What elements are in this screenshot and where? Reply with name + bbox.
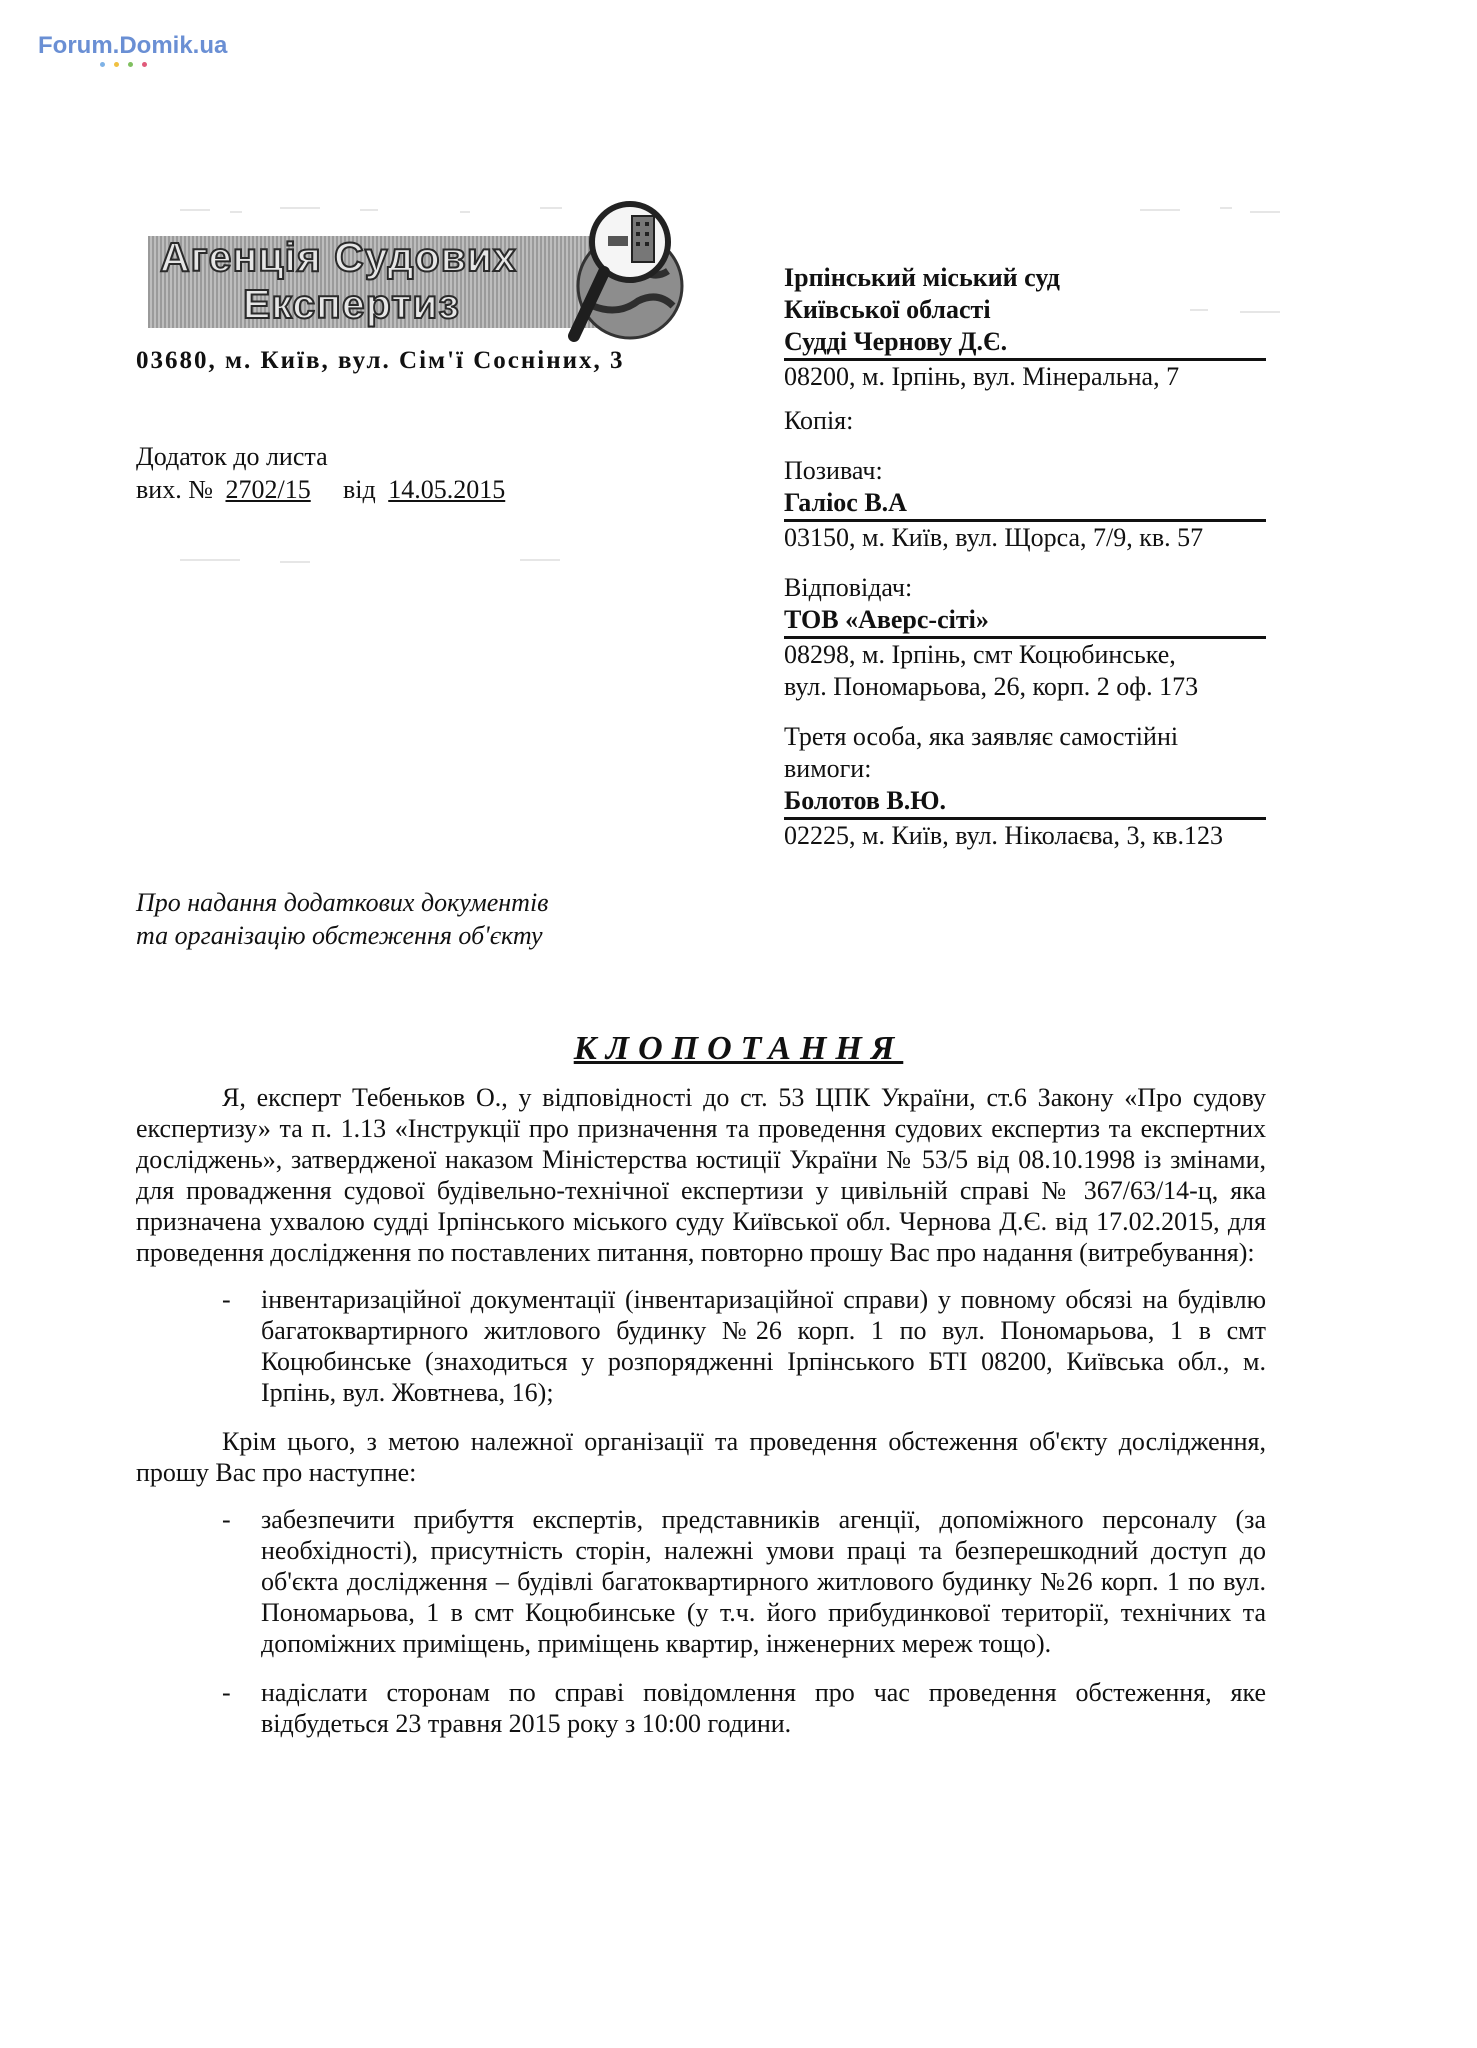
sender-address: 03680, м. Київ, вул. Сім'ї Сосніних, 3 <box>136 347 625 374</box>
recipient-block <box>784 262 1266 852</box>
watermark-dot <box>114 62 119 67</box>
watermark-dots <box>100 62 227 67</box>
list-item <box>136 1284 1266 1408</box>
request-list-2 <box>136 1504 1266 1739</box>
court-address: 08200, м. Ірпінь, вул. Мінеральна, 7 <box>784 362 1180 391</box>
list-dash: - <box>222 1285 231 1314</box>
defendant-address-2: вул. Пономарьова, 26, корп. 2 оф. 173 <box>784 672 1199 701</box>
subject-block <box>136 886 548 952</box>
court-name: Ірпінський міський суд <box>784 263 1060 292</box>
third-party-address: 02225, м. Київ, вул. Ніколаєва, 3, кв.123 <box>784 821 1223 850</box>
list-item <box>136 1677 1266 1739</box>
body-paragraph-2: Крім цього, з метою належної організації та проведення обстеження об'єкту дослідження, прошу Вас про наступне: <box>136 1427 1266 1487</box>
subject-line-1: Про надання додаткових документів <box>136 888 549 917</box>
judge-name: Судді Чернову Д.Є. <box>784 326 1266 361</box>
plaintiff-label: Позивач: <box>784 456 883 485</box>
court-region: Київської області <box>784 295 991 324</box>
watermark-text: Forum.Domik.ua <box>38 32 228 59</box>
body-paragraph-1: Я, експерт Тебеньков О., у відповідності до ст. 53 ЦПК України, ст.6 Закону «Про судову експертизу» та п. 1.13 «Інструкції про призначення та проведення судових експертиз та експертних досліджень», затвердженої наказом Міністерства юстиції України № 53/5 від 08.10.1998 із змінами, для провадження судової будівельно-технічної експертизи у цивільній справі № 367/63/14-ц, яка призначена ухвалою судді Ірпінського міського суду Київської обл. Чернова Д.Є. від 17.02.2015, для проведення дослідження по поставлених питання, повторно прошу Вас про надання (витребування): <box>136 1083 1266 1267</box>
copy-label: Копія: <box>784 406 854 435</box>
document-body <box>136 1082 1266 1757</box>
defendant-label: Відповідач: <box>784 573 913 602</box>
list-item-text: інвентаризаційної документації (інвентаризаційної справи) у повному обсязі на будівлю багатоквартирного житлового будинку №26 корп. 1 по вул. Пономарьова, 1 в смт Коцюбинське (знаходиться у розпорядженні Ірпінського БТІ 08200, Київська обл., м. Ірпінь, вул. Жовтнева, 16); <box>261 1285 1266 1407</box>
outgoing-ref <box>136 473 534 506</box>
document-title <box>0 1030 1477 1068</box>
outgoing-number: 2702/15 <box>225 475 311 504</box>
logo-line-1: Агенція Судових <box>160 234 517 280</box>
logo-line-2: Експертиз <box>243 281 460 327</box>
watermark <box>38 32 227 67</box>
defendant-address-1: 08298, м. Ірпінь, смт Коцюбинське, <box>784 640 1176 669</box>
document-title-text: КЛОПОТАННЯ <box>573 1030 904 1067</box>
request-list-1 <box>136 1284 1266 1408</box>
watermark-dot <box>100 62 105 67</box>
list-item-text: надіслати сторонам по справі повідомлення про час проведення обстеження, яке відбудеться 23 травня 2015 року з 10:00 години. <box>261 1678 1266 1738</box>
watermark-dot <box>128 62 133 67</box>
outgoing-prefix: вих. № <box>136 475 213 504</box>
annex-label: Додаток до листа <box>136 442 328 471</box>
list-dash: - <box>222 1678 231 1707</box>
list-item-text: забезпечити прибуття експертів, представників агенції, допоміжного персоналу (за необхідності), присутність сторін, належні умови праці та безперешкодний доступ до об'єкта дослідження – будівлі багатоквартирного житлового будинку №26 корп. 1 по вул. Пономарьова, 1 в смт Коцюбинське (у т.ч. його прибудинкової території, технічних та допоміжних приміщень, приміщень квартир, інженерних мереж тощо). <box>261 1505 1266 1658</box>
plaintiff-name: Галіос В.А <box>784 487 1266 522</box>
subject-line-2: та організацію обстеження об'єкту <box>136 921 543 950</box>
date-prefix: від <box>343 475 376 504</box>
list-item <box>136 1504 1266 1659</box>
third-party-name: Болотов В.Ю. <box>784 785 1266 820</box>
list-dash: - <box>222 1505 231 1534</box>
third-party-label: Третя особа, яка заявляє самостійні вимоги: <box>784 722 1179 783</box>
defendant-name: ТОВ «Аверс-сіті» <box>784 604 1266 639</box>
annex-block <box>136 440 534 506</box>
outgoing-date: 14.05.2015 <box>388 475 506 504</box>
agency-logo <box>148 196 708 346</box>
magnifier-globe-building-icon <box>568 196 698 346</box>
plaintiff-address: 03150, м. Київ, вул. Щорса, 7/9, кв. 57 <box>784 523 1204 552</box>
watermark-dot <box>142 62 147 67</box>
